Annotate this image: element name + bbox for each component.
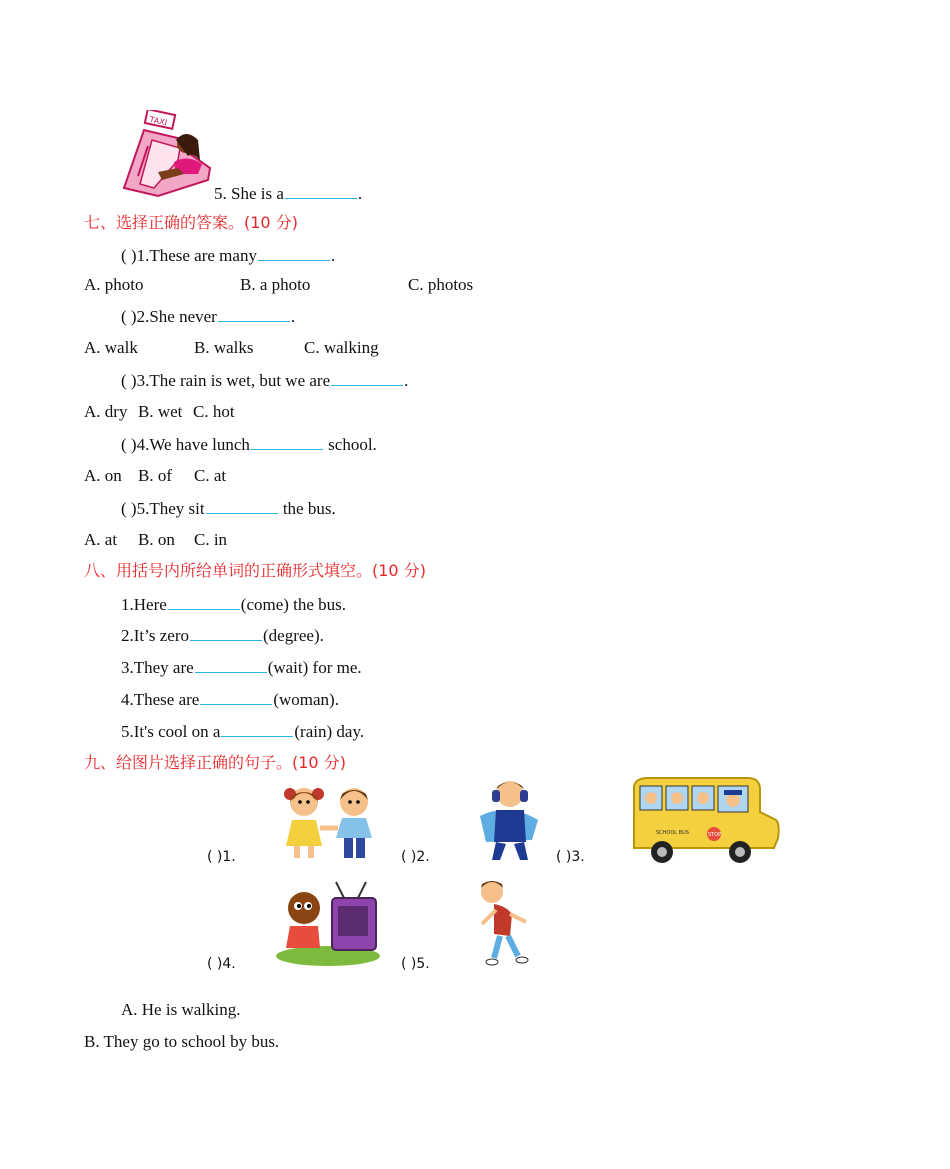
item-hint: (come) the bus.: [240, 595, 347, 614]
question-text: 5. She is a: [214, 184, 284, 203]
question-end: the bus.: [278, 499, 336, 518]
answer-blank[interactable]: [331, 370, 403, 386]
answer-option-a: A. He is walking.: [121, 1000, 241, 1019]
cold-man-image: [472, 776, 546, 864]
question-text: 1.These are many: [136, 246, 257, 265]
walking-man-image: [472, 878, 536, 970]
stop-sign-text: STOP: [708, 832, 722, 838]
s7-question-1: [121, 245, 335, 266]
item-text: 5.It's cool on a: [121, 722, 221, 741]
school-bus-image: [628, 776, 782, 866]
s7-option-5b: B. on: [138, 530, 175, 549]
s7-option-2c: C. walking: [304, 338, 379, 357]
taxi-sign-text: TAXI: [148, 114, 168, 128]
s7-option-3c: C. hot: [193, 402, 235, 421]
child-watching-tv-image: [274, 878, 382, 968]
answer-parens[interactable]: ( ): [121, 499, 137, 518]
s8-item-1: [121, 594, 346, 615]
s8-item-5: [121, 721, 364, 742]
picture-label-5[interactable]: ( )5.: [401, 956, 430, 972]
s7-option-4c: C. at: [194, 466, 227, 485]
s7-option-1b: B. a photo: [240, 275, 311, 294]
question-text: 4.We have lunch: [136, 435, 250, 454]
s7-option-2b: B. walks: [194, 338, 254, 357]
answer-blank[interactable]: [195, 657, 267, 673]
s7-option-1c: C. photos: [408, 275, 474, 294]
answer-blank[interactable]: [258, 245, 330, 261]
s7-option-3a: A. dry: [84, 402, 128, 421]
item-hint: (rain) day.: [294, 722, 365, 741]
question-text: 3.The rain is wet, but we are: [136, 371, 331, 390]
s7-option-5c: C. in: [194, 530, 228, 549]
answer-blank[interactable]: [200, 689, 272, 705]
item-hint: (degree).: [262, 626, 324, 645]
item-hint: (wait) for me.: [267, 658, 362, 677]
picture-label-2[interactable]: ( )2.: [401, 849, 430, 865]
s7-question-4: [121, 434, 377, 455]
picture-label-1[interactable]: ( )1.: [207, 849, 236, 865]
s7-option-5a: A. at: [84, 530, 118, 549]
s8-item-3: [121, 657, 362, 678]
answer-blank[interactable]: [218, 306, 290, 322]
s8-item-2: [121, 625, 324, 646]
answer-parens[interactable]: ( ): [121, 246, 137, 265]
question-text: 2.She never: [136, 307, 217, 326]
answer-blank[interactable]: [251, 434, 323, 450]
picture-label-4[interactable]: ( )4.: [207, 956, 236, 972]
question-end: .: [290, 307, 296, 326]
answer-parens[interactable]: ( ): [121, 435, 137, 454]
answer-parens[interactable]: ( ): [121, 307, 137, 326]
taxi-driver-image: [118, 110, 214, 198]
s7-option-4a: A. on: [84, 466, 122, 485]
item-text: 1.Here: [121, 595, 167, 614]
section-7-title: 七、选择正确的答案。(10 分): [84, 213, 298, 232]
question-end: .: [330, 246, 336, 265]
answer-blank[interactable]: [168, 594, 240, 610]
section-8-title: 八、用括号内所给单词的正确形式填空。(10 分): [84, 561, 426, 580]
s7-question-5: [121, 498, 336, 519]
s7-option-1a: A. photo: [84, 275, 144, 294]
answer-blank[interactable]: [206, 498, 278, 514]
s7-option-2a: A. walk: [84, 338, 138, 357]
kids-holding-hands-image: [276, 780, 382, 864]
question-end: school.: [323, 435, 377, 454]
answer-blank[interactable]: [190, 625, 262, 641]
answer-option-b: B. They go to school by bus.: [84, 1032, 280, 1051]
question-end: .: [357, 184, 363, 203]
item-text: 4.These are: [121, 690, 200, 709]
section-9-title: 九、给图片选择正确的句子。(10 分): [84, 753, 346, 772]
item-hint: (woman).: [273, 690, 339, 709]
s8-item-4: [121, 689, 339, 710]
item-text: 2.It’s zero: [121, 626, 189, 645]
s7-option-3b: B. wet: [138, 402, 183, 421]
answer-parens[interactable]: ( ): [121, 371, 137, 390]
answer-blank[interactable]: [221, 721, 293, 737]
taxi-question: [214, 183, 362, 204]
answer-blank[interactable]: [285, 183, 357, 199]
s7-option-4b: B. of: [138, 466, 172, 485]
question-text: 5.They sit: [136, 499, 205, 518]
item-text: 3.They are: [121, 658, 194, 677]
s7-question-3: [121, 370, 408, 391]
picture-label-3[interactable]: ( )3.: [556, 849, 585, 865]
bus-sign-text: SCHOOL BUS: [656, 830, 689, 836]
question-end: .: [404, 371, 409, 390]
s7-question-2: [121, 306, 295, 327]
